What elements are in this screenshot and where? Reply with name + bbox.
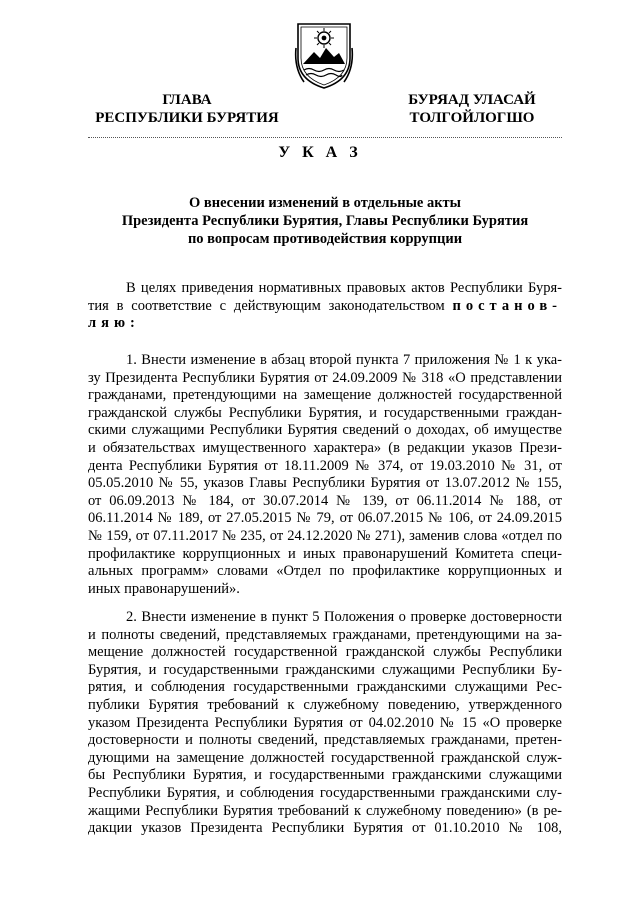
item-2-paragraph <box>88 609 562 838</box>
text-line: Бурятия, и государственными гражданскими служащими Республики Бу- <box>88 661 562 678</box>
text-line: мещение должностей государственной гражданской службы Республики <box>88 644 562 661</box>
header-left-line2: РЕСПУБЛИКИ БУРЯТИЯ <box>95 110 279 126</box>
text-line: жащими Республики Бурятия требований к служебному поведению» (в ре- <box>88 802 562 819</box>
text-line: дакции указов Президента Республики Бурятия от 01.10.2010 № 108, <box>88 820 562 837</box>
text-line: № 159, от 07.11.2017 № 235, от 24.12.2020 № 271), заменив слова «отдел по <box>88 527 562 544</box>
header-right <box>384 91 560 127</box>
title-line: О внесении изменений в отдельные акты <box>188 195 461 211</box>
text-line: 2. Внести изменение в пункт 5 Положения о проверке достоверности <box>126 609 562 625</box>
text-line: скими служащими Республики Бурятия сведений о доходах, об имуществе <box>88 422 562 439</box>
document-type: У К А З <box>278 144 362 161</box>
text-line: гражданами, претендующими на замещение должностей государственной <box>88 387 562 404</box>
text-line <box>88 298 562 316</box>
text-line: и обязательствах имущественного характера» (в редакции указов Прези- <box>88 439 562 456</box>
text-line: бы Республики Бурятия, и государственными гражданскими служащими <box>88 767 562 784</box>
text-line: иных правонарушений». <box>88 580 240 597</box>
header-divider <box>88 137 562 138</box>
text-line: В целях приведения нормативных правовых актов Республики Буря- <box>126 280 562 296</box>
title-line: по вопросам противодействия коррупции <box>187 231 463 247</box>
title-line: Президента Республики Бурятия, Главы Республики Бурятия <box>121 213 529 229</box>
text-line: Республики Бурятия, и соблюдения государственными гражданскими слу- <box>88 784 562 801</box>
text-line: публики Бурятия требований к служебному поведению, утвержденного <box>88 696 562 713</box>
text-line <box>88 315 562 333</box>
text-line: 1. Внести изменение в абзац второй пункта 7 приложения № 1 к ука- <box>126 352 562 368</box>
header-right-line2: ТОЛГОЙЛОГШО <box>409 110 535 126</box>
text-line-part: тия в соответствие с действующим законодательством <box>88 297 445 314</box>
item-1-paragraph <box>88 352 562 598</box>
text-line: гражданской службы Республики Бурятия, и государственными граждан- <box>88 404 562 421</box>
text-line: указом Президента Республики Бурятия от 04.02.2010 № 15 «О проверке <box>88 714 562 731</box>
header-right-line1: БУРЯАД УЛАСАЙ <box>408 92 536 108</box>
text-line: альных программ» словами «Отдел по профилактике коррупционных и <box>88 563 562 580</box>
header-left-line1: ГЛАВА <box>162 92 212 108</box>
text-line: достоверности и полноты сведений, представляемых гражданами, претен- <box>88 732 562 749</box>
preamble-paragraph <box>88 280 562 333</box>
coat-of-arms-icon <box>294 18 354 90</box>
spaced-word: ляю: <box>88 315 140 332</box>
text-line: дента Республики Бурятия от 18.11.2009 № 374, от 19.03.2010 № 31, от <box>88 457 562 474</box>
text-line: от 06.09.2013 № 184, от 30.07.2014 № 139, от 06.11.2014 № 188, от <box>88 492 562 509</box>
text-line: 05.05.2010 № 55, указов Главы Республики Бурятия от 13.07.2012 № 155, <box>88 475 562 492</box>
text-line: дующими на замещение должностей государственной гражданской служ- <box>88 749 562 766</box>
spaced-word: постанов- <box>452 297 562 314</box>
text-line: 06.11.2014 № 189, от 27.05.2015 № 79, от 06.07.2015 № 106, от 24.09.2015 <box>88 510 562 527</box>
text-line: рятия, и соблюдения государственными гражданскими служащими Рес- <box>88 679 562 696</box>
header-left <box>78 91 296 127</box>
text-line: профилактике коррупционных и иных правонарушений Комитета специ- <box>88 545 562 562</box>
text-line: и полноты сведений, представляемых гражданами, претендующими на за- <box>88 626 562 643</box>
document-title <box>88 194 562 248</box>
text-line: зу Президента Республики Бурятия от 24.09.2009 № 318 «О представлении <box>88 369 562 386</box>
